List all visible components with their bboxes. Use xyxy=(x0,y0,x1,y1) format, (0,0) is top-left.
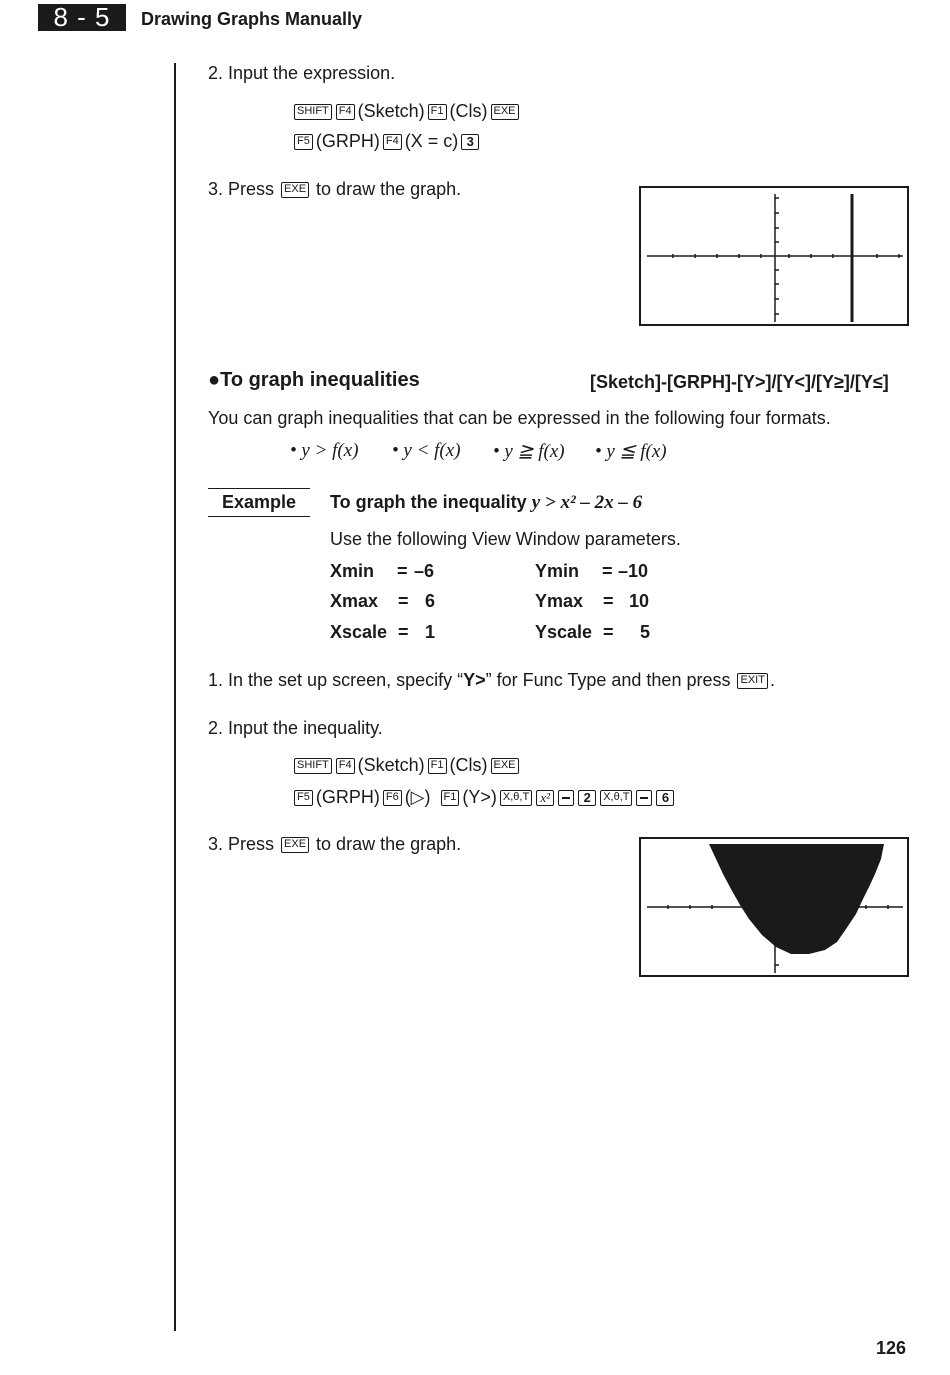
keystroke-line-3 xyxy=(292,755,521,776)
two-key: 2 xyxy=(578,790,596,806)
page-number: 126 xyxy=(876,1338,907,1358)
x-theta-t-key: X,θ,T xyxy=(500,790,532,806)
intro-text: You can graph inequalities that can be expressed in the following four formats. xyxy=(208,408,831,428)
calculator-screen-inequality xyxy=(639,837,909,977)
step-press-exe-2 xyxy=(208,834,461,855)
cls-label: (Cls) xyxy=(449,755,488,775)
example-title-text: To graph the inequality xyxy=(330,492,532,512)
next-label: (▷) xyxy=(404,787,431,807)
step-text: to draw the graph. xyxy=(316,834,462,854)
keystroke-line-4 xyxy=(292,787,676,808)
exe-key: EXE xyxy=(281,837,309,853)
format-1: • y > f(x) xyxy=(290,440,359,461)
f1-key: F1 xyxy=(441,790,460,806)
f6-key: F6 xyxy=(383,790,402,806)
exe-key: EXE xyxy=(281,182,309,198)
exe-key: EXE xyxy=(491,104,519,120)
grph-label: (GRPH) xyxy=(315,787,380,807)
param-ymin-name: Ymin xyxy=(535,561,580,581)
param-xmin-name: Xmin xyxy=(330,561,375,581)
step-set-func-type xyxy=(208,670,775,691)
param-xmax-name: Xmax xyxy=(330,591,379,611)
exit-key: EXIT xyxy=(737,673,767,689)
grph-label: (GRPH) xyxy=(315,131,380,151)
param-xscale-eq: = xyxy=(398,622,409,642)
example-title xyxy=(330,492,642,514)
format-2: • y < f(x) xyxy=(392,440,461,461)
sketch-label: (Sketch) xyxy=(357,101,425,121)
section-heading: ●To graph inequalities xyxy=(208,369,420,391)
shift-key: SHIFT xyxy=(294,104,332,120)
f5-key: F5 xyxy=(294,790,313,806)
step-text: to draw the graph. xyxy=(316,179,462,199)
shift-key: SHIFT xyxy=(294,758,332,774)
exe-key: EXE xyxy=(491,758,519,774)
param-ymin-value: –10 xyxy=(618,561,649,581)
format-3: • y ≧ f(x) xyxy=(493,441,565,462)
cls-label: (Cls) xyxy=(449,101,488,121)
param-ymax-name: Ymax xyxy=(535,591,584,611)
keystroke-line-1 xyxy=(292,101,521,122)
three-key: 3 xyxy=(461,134,479,150)
step-text: 3. Press xyxy=(208,834,275,854)
section-number-badge: 8 - 5 xyxy=(38,4,126,31)
param-ymin-eq: = xyxy=(602,561,613,581)
calculator-screen-vertical-line xyxy=(639,186,909,326)
param-yscale-eq: = xyxy=(603,622,614,642)
format-4: • y ≦ f(x) xyxy=(595,441,667,462)
f4-key: F4 xyxy=(336,104,355,120)
param-xmax-value: 6 xyxy=(425,591,436,611)
step-text: 3. Press xyxy=(208,179,275,199)
step-input-expression: 2. Input the expression. xyxy=(208,63,396,83)
param-xmin-value: –6 xyxy=(414,561,435,581)
param-xmax-eq: = xyxy=(398,591,409,611)
margin-rule xyxy=(174,63,176,1331)
param-xmin-eq: = xyxy=(397,561,408,581)
period: . xyxy=(769,670,775,690)
f4-key: F4 xyxy=(336,758,355,774)
section-title: Drawing Graphs Manually xyxy=(141,9,363,29)
step-text: 1. In the set up screen, specify “ xyxy=(208,670,464,690)
view-window-intro: Use the following View Window parameters. xyxy=(330,529,681,549)
menu-path: [Sketch]-[GRPH]-[Y>]/[Y<]/[Y≥]/[Y≤] xyxy=(590,372,889,392)
func-type-value: Y> xyxy=(463,670,486,690)
graph-inequality xyxy=(641,839,907,975)
minus-key xyxy=(636,790,652,806)
graph-vertical-line xyxy=(641,188,907,324)
sketch-label: (Sketch) xyxy=(357,755,425,775)
minus-key xyxy=(558,790,574,806)
param-ymax-eq: = xyxy=(603,591,614,611)
x-theta-t-key: X,θ,T xyxy=(600,790,632,806)
f1-key: F1 xyxy=(428,758,447,774)
param-yscale-value: 5 xyxy=(640,622,651,642)
shaded-region xyxy=(709,844,884,954)
x-squared-key: x² xyxy=(536,790,554,806)
keystroke-line-2 xyxy=(292,131,481,152)
example-inequality: y > x² – 2x – 6 xyxy=(531,492,643,513)
x-equals-c-label: (X = c) xyxy=(404,131,459,151)
f1-key: F1 xyxy=(428,104,447,120)
step-text: ” for Func Type and then press xyxy=(485,670,731,690)
param-ymax-value: 10 xyxy=(629,591,650,611)
six-key: 6 xyxy=(656,790,674,806)
f4-key: F4 xyxy=(383,134,402,150)
param-xscale-value: 1 xyxy=(425,622,436,642)
example-label: Example xyxy=(208,488,310,517)
step-press-exe xyxy=(208,179,461,200)
f5-key: F5 xyxy=(294,134,313,150)
param-xscale-name: Xscale xyxy=(330,622,388,642)
y-greater-label: (Y>) xyxy=(462,787,497,807)
step-input-inequality: 2. Input the inequality. xyxy=(208,718,383,738)
param-yscale-name: Yscale xyxy=(535,622,593,642)
